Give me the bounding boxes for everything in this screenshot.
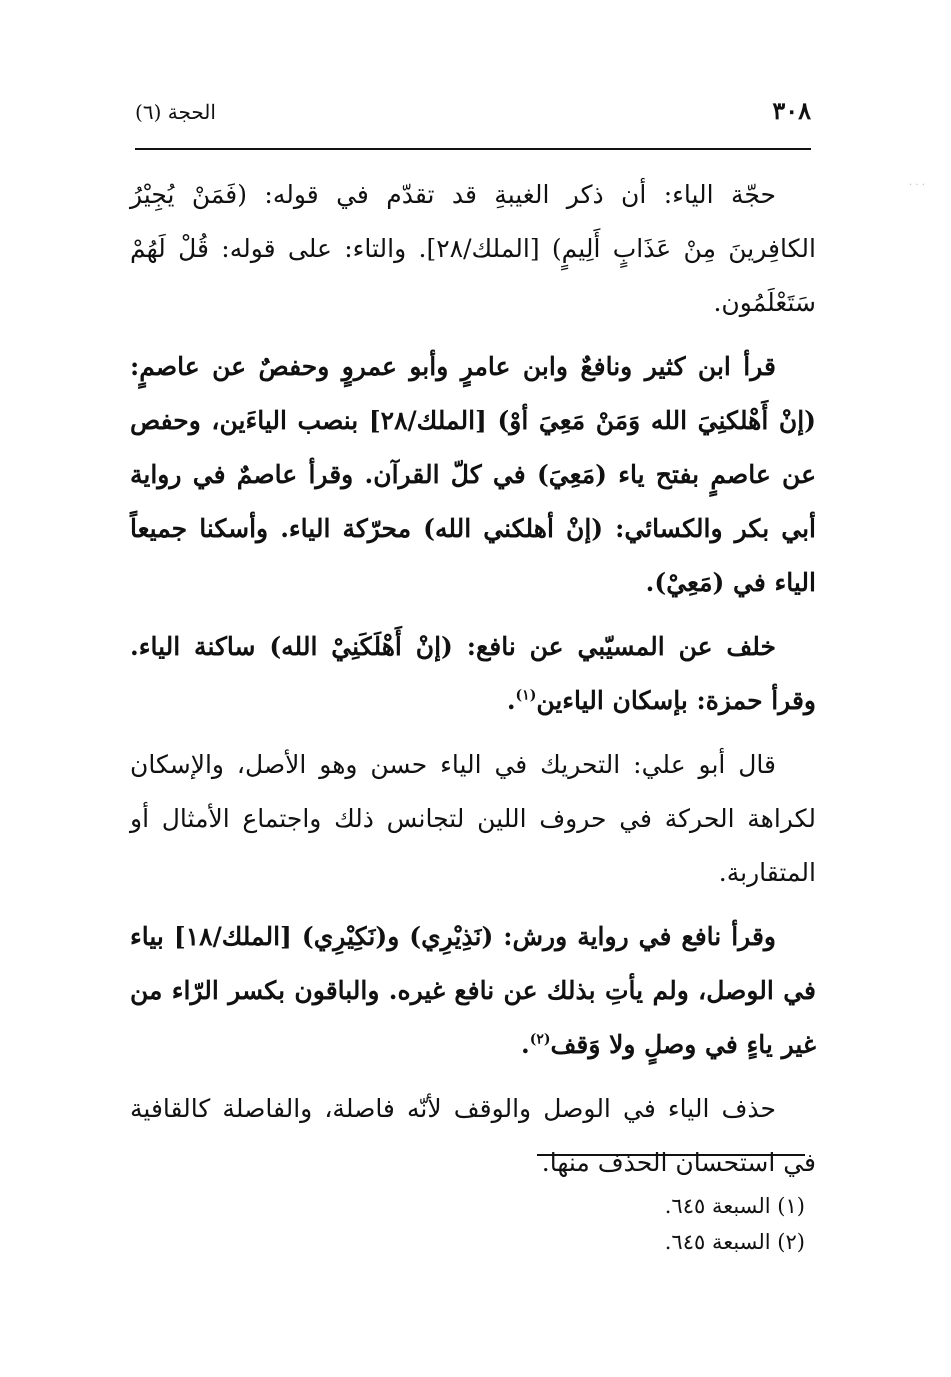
footnote-1: (١) السبعة ٦٤٥. [664,1194,805,1218]
footnote-2: (٢) السبعة ٦٤٥. [664,1230,805,1254]
paragraph-abu-ali: قال أبو علي: التحريك في الياء حسن وهو الأصل، والإسكان لكراهة الحركة في حروف اللين لتجانس ذلك واجتماع الأمثال أو المتقاربة. [130,750,816,887]
paragraph-warsh [130,910,816,1072]
paragraph-readers: قرأ ابن كثير ونافعٌ وابن عامرٍ وأبو عمروٍ وحفصٌ عن عاصمٍ: (إنْ أَهْلكنِيَ الله وَمَنْ مَعِيَ أوْ) [الملك/٢٨] بنصب الياءَين، وحفص عن عاصمٍ بفتح ياء (مَعِيَ) في كلّ القرآن. وقرأ عاصمٌ في رواية أبي بكر والكسائي: (إنْ أهلكني الله) محرّكة الياء. وأسكنا جميعاً الياء في (مَعِيْ). [130,352,816,597]
page-number: ٣٠٨ [772,96,811,125]
footnote-rule [537,1154,805,1156]
paragraph-khalaf [130,620,816,728]
footnotes [400,1188,805,1260]
page-header [135,96,811,136]
paragraph-warsh-tail: . [520,1030,530,1059]
paragraph-warsh-text: وقرأ نافع في رواية ورش: (نَذِيْرِي) و(نَكِيْرِي) [الملك/١٨] بياء في الوصل، ولم يأتِ بذلك عن نافع غيره. والباقون بكسر الرّاء من غير ياءٍ في وصلٍ ولا وَقف [130,922,816,1059]
footnote-ref-2: (٢) [529,1031,551,1048]
header-rule [135,148,811,150]
margin-mark: · · · [909,180,925,191]
paragraph-ya-argument: حجّة الياء: أن ذكر الغيبةِ قد تقدّم في قوله: (فَمَنْ يُجِيْرُ الكافِرينَ مِنْ عَذَابٍ أَلِيمٍ) [الملك/٢٨]. والتاء: على قوله: قُلْ لَهُمْ سَتَعْلَمُون. [130,180,816,317]
paragraph-deletion: حذف الياء في الوصل والوقف لأنّه فاصلة، والفاصلة كالقافية في استحسان الحذف منها. [130,1094,816,1177]
paragraph-khalaf-tail: . [506,686,516,715]
running-title: الحجة (٦) [135,100,216,124]
body-text [130,168,816,1200]
footnote-ref-1: (١) [515,687,537,704]
paragraph-khalaf-text: خلف عن المسيّبي عن نافع: (إنْ أَهْلَكَنِيْ الله) ساكنة الياء. وقرأ حمزة: بإسكان الياءين [130,632,816,715]
